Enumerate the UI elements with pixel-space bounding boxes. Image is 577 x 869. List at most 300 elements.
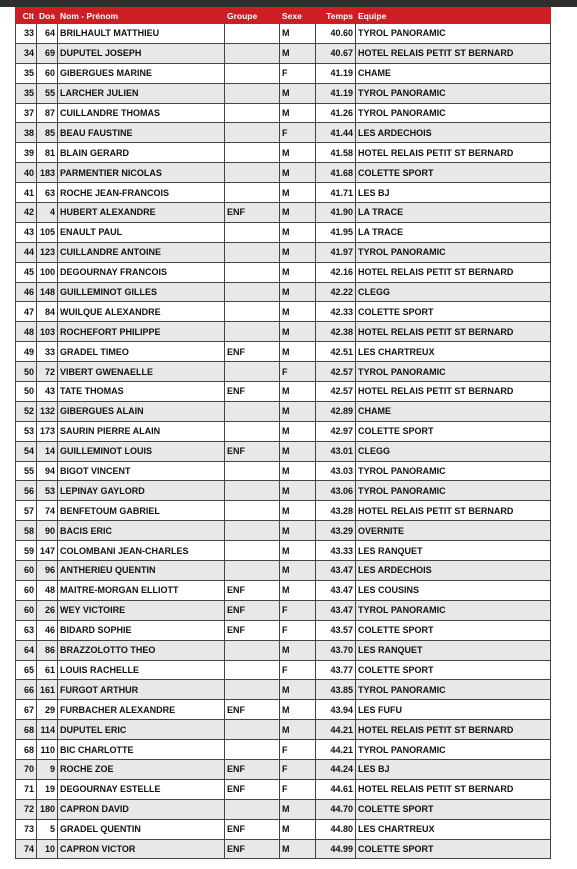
sexe-cell: F [280,660,316,680]
equipe-cell: TYROL PANORAMIC [356,481,551,501]
groupe-cell [225,740,280,760]
groupe-cell [225,541,280,561]
groupe-cell [225,501,280,521]
sexe-cell: M [280,501,316,521]
groupe-cell [225,561,280,581]
equipe-cell: COLETTE SPORT [356,620,551,640]
groupe-cell [225,640,280,660]
table-row [16,362,551,382]
groupe-cell [225,222,280,242]
equipe-cell: COLETTE SPORT [356,799,551,819]
dos-cell: 105 [37,222,58,242]
clt-cell: 60 [16,600,37,620]
temps-cell: 40.60 [316,24,356,44]
clt-cell: 42 [16,203,37,223]
equipe-cell: TYROL PANORAMIC [356,740,551,760]
sexe-cell: M [280,322,316,342]
sexe-cell: M [280,541,316,561]
groupe-cell: ENF [225,839,280,859]
dos-cell: 55 [37,83,58,103]
temps-cell: 43.06 [316,481,356,501]
table-row [16,302,551,322]
sexe-cell: M [280,819,316,839]
table-row [16,501,551,521]
temps-cell: 42.51 [316,342,356,362]
groupe-cell [225,799,280,819]
dos-cell: 26 [37,600,58,620]
name-cell: DUPUTEL ERIC [58,720,225,740]
sexe-cell: M [280,43,316,63]
equipe-cell: HOTEL RELAIS PETIT ST BERNARD [356,382,551,402]
groupe-cell [225,322,280,342]
temps-cell: 44.21 [316,720,356,740]
name-cell: BIDARD SOPHIE [58,620,225,640]
equipe-cell: LES RANQUET [356,640,551,660]
temps-cell: 41.19 [316,83,356,103]
name-cell: FURGOT ARTHUR [58,680,225,700]
sexe-cell: M [280,24,316,44]
equipe-cell: TYROL PANORAMIC [356,461,551,481]
equipe-cell: HOTEL RELAIS PETIT ST BERNARD [356,43,551,63]
table-row [16,103,551,123]
clt-cell: 46 [16,282,37,302]
clt-cell: 59 [16,541,37,561]
table-row [16,620,551,640]
dos-cell: 4 [37,203,58,223]
temps-cell: 41.68 [316,163,356,183]
sexe-cell: M [280,521,316,541]
dos-cell: 85 [37,123,58,143]
sexe-cell: F [280,123,316,143]
equipe-cell: COLETTE SPORT [356,660,551,680]
dos-cell: 63 [37,183,58,203]
groupe-cell [225,83,280,103]
groupe-cell: ENF [225,580,280,600]
sexe-cell: M [280,282,316,302]
name-cell: CUILLANDRE THOMAS [58,103,225,123]
clt-cell: 57 [16,501,37,521]
temps-cell: 43.70 [316,640,356,660]
sexe-cell: M [280,242,316,262]
name-cell: GUILLEMINOT GILLES [58,282,225,302]
dos-cell: 123 [37,242,58,262]
temps-cell: 42.57 [316,362,356,382]
temps-cell: 42.89 [316,401,356,421]
groupe-cell [225,123,280,143]
dos-cell: 183 [37,163,58,183]
clt-cell: 45 [16,262,37,282]
dos-cell: 110 [37,740,58,760]
sexe-cell: M [280,302,316,322]
temps-cell: 43.29 [316,521,356,541]
clt-cell: 72 [16,799,37,819]
table-row [16,461,551,481]
name-cell: BEAU FAUSTINE [58,123,225,143]
table-row [16,700,551,720]
clt-cell: 33 [16,24,37,44]
dos-cell: 46 [37,620,58,640]
table-row [16,222,551,242]
groupe-cell [225,24,280,44]
groupe-cell [225,461,280,481]
clt-cell: 56 [16,481,37,501]
sexe-cell: F [280,740,316,760]
dos-cell: 72 [37,362,58,382]
equipe-cell: CLEGG [356,282,551,302]
temps-cell: 43.47 [316,600,356,620]
sexe-cell: M [280,441,316,461]
name-cell: GRADEL QUENTIN [58,819,225,839]
sexe-cell: M [280,481,316,501]
name-cell: LEPINAY GAYLORD [58,481,225,501]
temps-cell: 43.77 [316,660,356,680]
name-cell: COLOMBANI JEAN-CHARLES [58,541,225,561]
groupe-cell [225,262,280,282]
table-row [16,580,551,600]
dos-cell: 147 [37,541,58,561]
table-row [16,819,551,839]
equipe-cell: LES ARDECHOIS [356,123,551,143]
name-cell: CAPRON DAVID [58,799,225,819]
clt-cell: 52 [16,401,37,421]
table-row [16,680,551,700]
table-row [16,660,551,680]
dos-cell: 173 [37,421,58,441]
dos-cell: 48 [37,580,58,600]
results-table-body [16,24,551,859]
sexe-cell: M [280,799,316,819]
equipe-cell: HOTEL RELAIS PETIT ST BERNARD [356,143,551,163]
groupe-cell [225,63,280,83]
dos-cell: 60 [37,63,58,83]
clt-cell: 55 [16,461,37,481]
dos-cell: 61 [37,660,58,680]
sexe-cell: M [280,103,316,123]
clt-cell: 74 [16,839,37,859]
name-cell: ENAULT PAUL [58,222,225,242]
sexe-cell: M [280,839,316,859]
sexe-cell: M [280,222,316,242]
clt-cell: 35 [16,63,37,83]
clt-cell: 37 [16,103,37,123]
equipe-cell: LES COUSINS [356,580,551,600]
header-nom: Nom - Prénom [58,8,225,24]
name-cell: BENFETOUM GABRIEL [58,501,225,521]
name-cell: DUPUTEL JOSEPH [58,43,225,63]
groupe-cell: ENF [225,819,280,839]
equipe-cell: LES ARDECHOIS [356,561,551,581]
table-row [16,282,551,302]
groupe-cell [225,481,280,501]
top-bar [0,0,577,7]
results-table [15,7,551,859]
groupe-cell [225,143,280,163]
groupe-cell [225,302,280,322]
equipe-cell: CHAME [356,63,551,83]
table-row [16,242,551,262]
equipe-cell: TYROL PANORAMIC [356,362,551,382]
equipe-cell: LES BJ [356,183,551,203]
table-row [16,143,551,163]
table-row [16,203,551,223]
table-row [16,720,551,740]
table-row [16,163,551,183]
table-row [16,541,551,561]
equipe-cell: LES FUFU [356,700,551,720]
temps-cell: 42.33 [316,302,356,322]
equipe-cell: HOTEL RELAIS PETIT ST BERNARD [356,262,551,282]
sexe-cell: F [280,620,316,640]
groupe-cell: ENF [225,620,280,640]
name-cell: PARMENTIER NICOLAS [58,163,225,183]
dos-cell: 9 [37,759,58,779]
equipe-cell: COLETTE SPORT [356,163,551,183]
groupe-cell: ENF [225,779,280,799]
table-row [16,640,551,660]
temps-cell: 43.47 [316,561,356,581]
table-row [16,779,551,799]
equipe-cell: LES CHARTREUX [356,819,551,839]
temps-cell: 42.22 [316,282,356,302]
sexe-cell: M [280,183,316,203]
name-cell: BIC CHARLOTTE [58,740,225,760]
clt-cell: 35 [16,83,37,103]
clt-cell: 67 [16,700,37,720]
equipe-cell: TYROL PANORAMIC [356,242,551,262]
header-groupe: Groupe [225,8,280,24]
name-cell: HUBERT ALEXANDRE [58,203,225,223]
name-cell: ROCHE ZOE [58,759,225,779]
equipe-cell: TYROL PANORAMIC [356,103,551,123]
dos-cell: 87 [37,103,58,123]
header-row [16,8,551,24]
groupe-cell [225,163,280,183]
temps-cell: 43.94 [316,700,356,720]
groupe-cell [225,660,280,680]
sexe-cell: M [280,680,316,700]
table-row [16,421,551,441]
sexe-cell: M [280,720,316,740]
sexe-cell: M [280,700,316,720]
dos-cell: 53 [37,481,58,501]
clt-cell: 63 [16,620,37,640]
temps-cell: 42.57 [316,382,356,402]
dos-cell: 5 [37,819,58,839]
header-sexe: Sexe [280,8,316,24]
table-row [16,481,551,501]
clt-cell: 73 [16,819,37,839]
dos-cell: 114 [37,720,58,740]
name-cell: MAITRE-MORGAN ELLIOTT [58,580,225,600]
groupe-cell: ENF [225,600,280,620]
temps-cell: 41.26 [316,103,356,123]
sexe-cell: M [280,421,316,441]
sexe-cell: M [280,580,316,600]
name-cell: BIGOT VINCENT [58,461,225,481]
table-row [16,262,551,282]
sexe-cell: M [280,83,316,103]
dos-cell: 103 [37,322,58,342]
name-cell: WEY VICTOIRE [58,600,225,620]
sexe-cell: M [280,401,316,421]
dos-cell: 96 [37,561,58,581]
sexe-cell: F [280,63,316,83]
dos-cell: 180 [37,799,58,819]
dos-cell: 84 [37,302,58,322]
temps-cell: 44.24 [316,759,356,779]
temps-cell: 40.67 [316,43,356,63]
name-cell: ANTHERIEU QUENTIN [58,561,225,581]
table-row [16,183,551,203]
name-cell: GIBERGUES MARINE [58,63,225,83]
temps-cell: 44.99 [316,839,356,859]
dos-cell: 94 [37,461,58,481]
temps-cell: 44.80 [316,819,356,839]
clt-cell: 71 [16,779,37,799]
table-row [16,561,551,581]
dos-cell: 19 [37,779,58,799]
equipe-cell: LES CHARTREUX [356,342,551,362]
temps-cell: 41.19 [316,63,356,83]
equipe-cell: LA TRACE [356,203,551,223]
name-cell: SAURIN PIERRE ALAIN [58,421,225,441]
clt-cell: 64 [16,640,37,660]
clt-cell: 47 [16,302,37,322]
clt-cell: 41 [16,183,37,203]
equipe-cell: HOTEL RELAIS PETIT ST BERNARD [356,501,551,521]
sexe-cell: F [280,600,316,620]
equipe-cell: TYROL PANORAMIC [356,24,551,44]
table-row [16,43,551,63]
table-row [16,759,551,779]
groupe-cell [225,242,280,262]
name-cell: DEGOURNAY ESTELLE [58,779,225,799]
name-cell: FURBACHER ALEXANDRE [58,700,225,720]
temps-cell: 41.58 [316,143,356,163]
dos-cell: 86 [37,640,58,660]
header-clt: Clt [16,8,37,24]
name-cell: BRAZZOLOTTO THEO [58,640,225,660]
clt-cell: 43 [16,222,37,242]
name-cell: GUILLEMINOT LOUIS [58,441,225,461]
groupe-cell [225,103,280,123]
name-cell: TATE THOMAS [58,382,225,402]
sexe-cell: M [280,143,316,163]
dos-cell: 29 [37,700,58,720]
dos-cell: 33 [37,342,58,362]
sexe-cell: M [280,262,316,282]
temps-cell: 42.16 [316,262,356,282]
temps-cell: 44.70 [316,799,356,819]
equipe-cell: HOTEL RELAIS PETIT ST BERNARD [356,720,551,740]
sexe-cell: M [280,461,316,481]
header-dos: Dos [37,8,58,24]
sexe-cell: M [280,561,316,581]
temps-cell: 41.90 [316,203,356,223]
dos-cell: 10 [37,839,58,859]
sexe-cell: M [280,382,316,402]
groupe-cell: ENF [225,342,280,362]
name-cell: CUILLANDRE ANTOINE [58,242,225,262]
sexe-cell: M [280,203,316,223]
clt-cell: 48 [16,322,37,342]
dos-cell: 43 [37,382,58,402]
groupe-cell [225,43,280,63]
equipe-cell: LES BJ [356,759,551,779]
table-row [16,63,551,83]
groupe-cell [225,680,280,700]
clt-cell: 49 [16,342,37,362]
name-cell: GIBERGUES ALAIN [58,401,225,421]
equipe-cell: TYROL PANORAMIC [356,680,551,700]
clt-cell: 38 [16,123,37,143]
name-cell: ROCHEFORT PHILIPPE [58,322,225,342]
sexe-cell: M [280,163,316,183]
groupe-cell [225,282,280,302]
groupe-cell [225,401,280,421]
sexe-cell: M [280,640,316,660]
dos-cell: 100 [37,262,58,282]
dos-cell: 161 [37,680,58,700]
groupe-cell [225,362,280,382]
equipe-cell: OVERNITE [356,521,551,541]
dos-cell: 90 [37,521,58,541]
table-row [16,401,551,421]
table-row [16,839,551,859]
name-cell: CAPRON VICTOR [58,839,225,859]
groupe-cell: ENF [225,441,280,461]
dos-cell: 132 [37,401,58,421]
temps-cell: 43.47 [316,580,356,600]
temps-cell: 41.71 [316,183,356,203]
equipe-cell: COLETTE SPORT [356,839,551,859]
table-row [16,83,551,103]
sexe-cell: M [280,342,316,362]
groupe-cell: ENF [225,382,280,402]
temps-cell: 43.57 [316,620,356,640]
clt-cell: 60 [16,561,37,581]
equipe-cell: CLEGG [356,441,551,461]
table-row [16,521,551,541]
equipe-cell: CHAME [356,401,551,421]
equipe-cell: TYROL PANORAMIC [356,83,551,103]
clt-cell: 40 [16,163,37,183]
clt-cell: 44 [16,242,37,262]
temps-cell: 43.85 [316,680,356,700]
clt-cell: 65 [16,660,37,680]
temps-cell: 44.61 [316,779,356,799]
temps-cell: 43.28 [316,501,356,521]
name-cell: VIBERT GWENAELLE [58,362,225,382]
name-cell: BLAIN GERARD [58,143,225,163]
name-cell: ROCHE JEAN-FRANCOIS [58,183,225,203]
equipe-cell: COLETTE SPORT [356,302,551,322]
table-row [16,24,551,44]
clt-cell: 53 [16,421,37,441]
equipe-cell: TYROL PANORAMIC [356,600,551,620]
table-row [16,342,551,362]
name-cell: BACIS ERIC [58,521,225,541]
equipe-cell: COLETTE SPORT [356,421,551,441]
groupe-cell [225,421,280,441]
clt-cell: 66 [16,680,37,700]
temps-cell: 42.97 [316,421,356,441]
temps-cell: 41.44 [316,123,356,143]
clt-cell: 39 [16,143,37,163]
name-cell: WUILQUE ALEXANDRE [58,302,225,322]
temps-cell: 41.95 [316,222,356,242]
dos-cell: 148 [37,282,58,302]
